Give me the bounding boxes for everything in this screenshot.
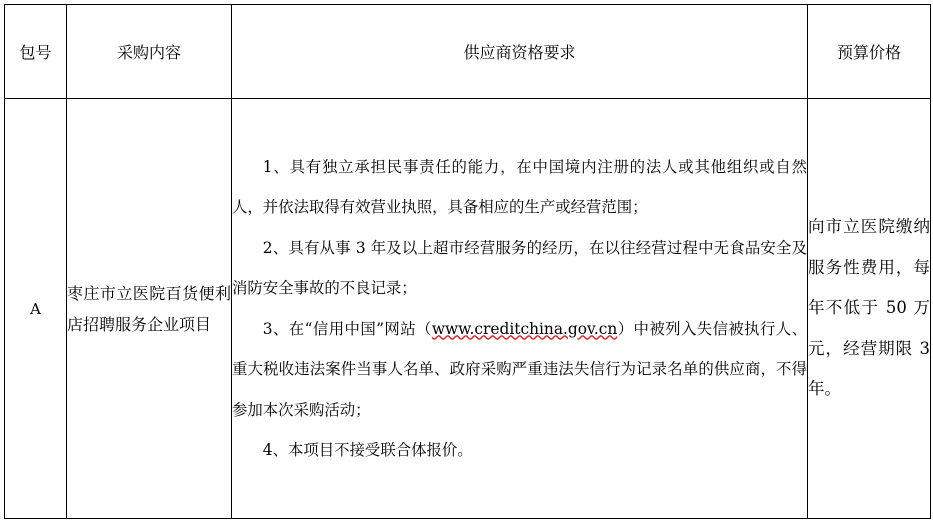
header-content: 采购内容 xyxy=(67,5,232,99)
requirement-item: 4、本项目不接受联合体报价。 xyxy=(262,441,473,459)
budget-cell: 向市立医院缴纳服务性费用，每年不低于 50 万元，经营期限 3 年。 xyxy=(808,99,931,519)
header-requirements: 供应商资格要求 xyxy=(232,5,808,99)
creditchina-link: www.creditchina.gov.cn xyxy=(431,319,618,338)
requirement-item: 2、具有从事 3 年及以上超市经营服务的经历，在以往经营过程中无食品安全及消防安全事故的不良记录； xyxy=(232,238,807,297)
content-cell: 枣庄市立医院百货便利店招聘服务企业项目 xyxy=(67,99,232,519)
table-row xyxy=(5,99,931,519)
requirement-item xyxy=(232,309,807,431)
header-row xyxy=(5,5,931,99)
requirements-cell xyxy=(232,99,808,519)
package-cell: A xyxy=(5,99,67,519)
requirement-text: ）中被列入失信被执行人、重大税收违法案件当事人名单、政府采购严重违法失信行为记录名单的供应商，不得参加本次采购活动； xyxy=(232,319,807,419)
header-budget: 预算价格 xyxy=(808,5,931,99)
procurement-table xyxy=(4,4,931,519)
requirement-item: 1、具有独立承担民事责任的能力，在中国境内注册的法人或其他组织或自然人，并依法取得有效营业执照，具备相应的生产或经营范围； xyxy=(232,157,807,216)
header-package: 包号 xyxy=(5,5,67,99)
requirement-text: 3、在“信用中国”网站（ xyxy=(262,319,432,338)
